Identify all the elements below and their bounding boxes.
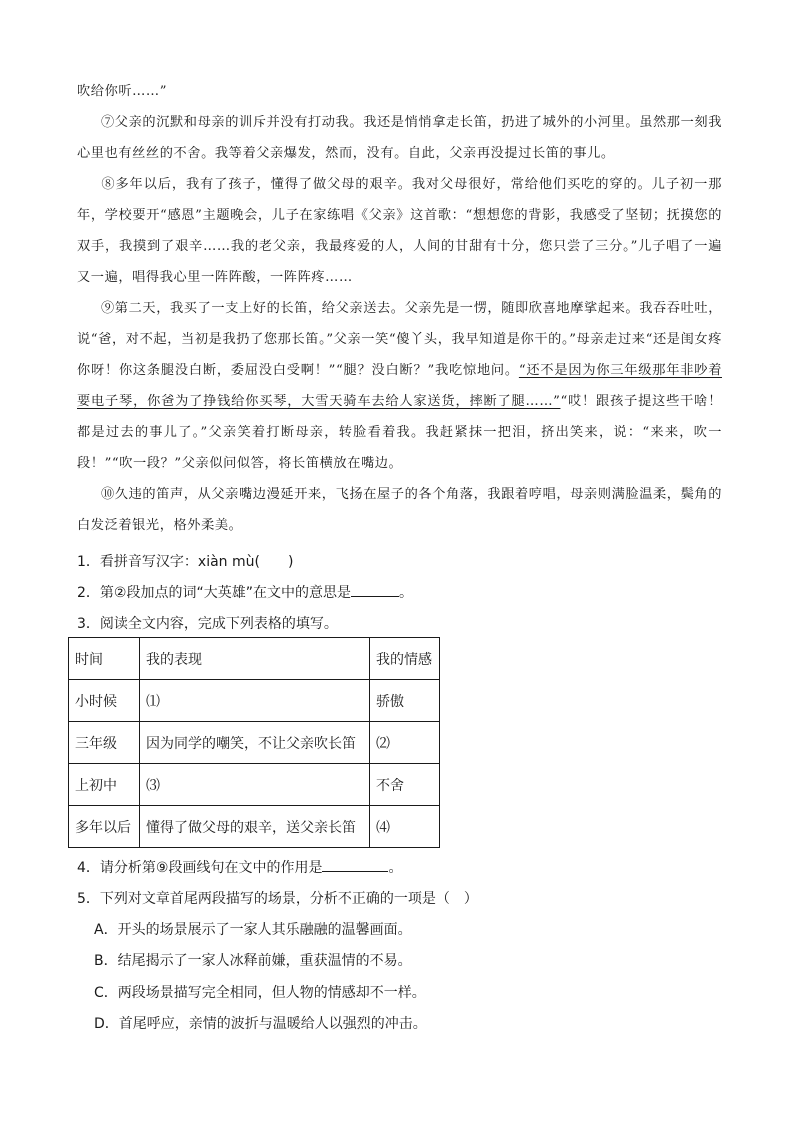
question-4-end: 。 [388,860,403,876]
question-4 [77,857,402,877]
question-2-end: 。 [398,585,413,601]
paragraph-9-text-a: ⑨第二天，我买了一支上好的长笛，给父亲送去。父亲先是一愣，随即欣喜地摩挲起来。我吞吞吐吐，说“爸，对不起，当初是我扔了您那长笛。”父亲一笑“傻丫头，我早知道是你干的。”母亲走过来“还是闺女疼你呀！你这条腿没白断，委屈没白受啊！”“腿？没白断？”我吃惊地问。 [77,301,722,378]
table-cell: 骄傲 [370,680,440,722]
paragraph-10-text: ⑩久违的笛声，从父亲嘴边漫延开来，飞扬在屋子的各个角落，我跟着哼唱，母亲则满脸温柔，鬓角的白发泛着银光，格外柔美。 [77,487,722,533]
question-1 [77,551,293,571]
table-header-cell: 我的情感 [370,638,440,680]
table-header-row [69,638,440,680]
question-2 [77,582,413,602]
paragraph-9-text-b: “哎！跟孩子提这些干啥！都是过去的事儿了。”父亲笑着打断母亲，转脸看着我。我赶紧抹一把泪，挤出笑来，说：“来来，吹一段！”“吹一段？”父亲似问似答，将长笛横放在嘴边。 [77,394,722,471]
paragraph-9 [77,293,722,479]
table-cell: 上初中 [69,764,140,806]
paragraph-7 [77,107,722,169]
answer-blank[interactable] [322,857,388,872]
answer-table [68,637,440,848]
question-2-text: 2．第②段加点的词“大英雄”在文中的意思是 [77,585,351,601]
passage-continuation [77,76,722,107]
table-row [69,764,440,806]
option-c-text: C．两段场景描写完全相同，但人物的情感却不一样。 [94,985,426,1001]
option-a[interactable] [94,919,412,939]
table-row [69,722,440,764]
table-cell: 三年级 [69,722,140,764]
question-3-text: 3．阅读全文内容，完成下列表格的填写。 [77,616,338,632]
question-1-text: 1．看拼音写汉字：xiàn mù( ) [77,554,294,570]
option-d-text: D．首尾呼应，亲情的波折与温暖给人以强烈的冲击。 [94,1016,427,1032]
table-cell: 小时候 [69,680,140,722]
table-cell: 因为同学的嘲笑，不让父亲吹长笛 [140,722,370,764]
option-b-text: B．结尾揭示了一家人冰释前嫌，重获温情的不易。 [94,953,412,969]
paragraph-8 [77,169,722,293]
paragraph-9-underlined-sentence: “还不是因为你三年级那年非吵着要电子琴，你爸为了挣钱给你买琴，大雪天骑车去给人家送货，摔断了腿……” [77,363,722,409]
option-c[interactable] [94,982,426,1002]
passage-continuation-text: 吹给你听……” [77,84,168,99]
option-d[interactable] [94,1013,427,1033]
option-b[interactable] [94,950,412,970]
question-3 [77,613,338,633]
table-cell[interactable]: ⑷ [370,806,440,848]
table-cell[interactable]: ⑴ [140,680,370,722]
table-row [69,806,440,848]
paragraph-8-text: ⑧多年以后，我有了孩子，懂得了做父母的艰辛。我对父母很好，常给他们买吃的穿的。儿子初一那年，学校要开“感恩”主题晚会，儿子在家练唱《父亲》这首歌：“想想您的背影，我感受了坚韧；抚摸您的双手，我摸到了艰辛……我的老父亲，我最疼爱的人，人间的甘甜有十分，您只尝了三分。”儿子唱了一遍又一遍，唱得我心里一阵阵酸，一阵阵疼…… [77,177,722,285]
answer-blank[interactable] [351,582,399,597]
question-5 [77,888,478,908]
table-header-cell: 我的表现 [140,638,370,680]
option-a-text: A．开头的场景展示了一家人其乐融融的温馨画面。 [94,922,412,938]
paragraph-7-text: ⑦父亲的沉默和母亲的训斥并没有打动我。我还是悄悄拿走长笛，扔进了城外的小河里。虽然那一刻我心里也有丝丝的不舍。我等着父亲爆发，然而，没有。自此，父亲再没提过长笛的事儿。 [77,115,722,161]
question-4-text: 4．请分析第⑨段画线句在文中的作用是 [77,860,323,876]
table-header-cell: 时间 [69,638,140,680]
table-cell: 多年以后 [69,806,140,848]
table-cell[interactable]: ⑵ [370,722,440,764]
paragraph-10 [77,479,722,541]
table-cell: 懂得了做父母的艰辛，送父亲长笛 [140,806,370,848]
table-row [69,680,440,722]
table-cell: 不舍 [370,764,440,806]
question-5-text: 5．下列对文章首尾两段描写的场景，分析不正确的一项是（ ） [77,891,478,907]
table-cell[interactable]: ⑶ [140,764,370,806]
